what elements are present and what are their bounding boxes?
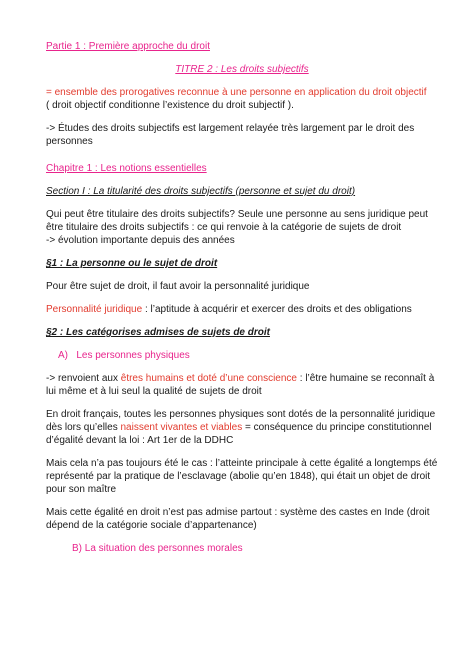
renvoient-highlight: êtres humains et doté d’une conscience xyxy=(120,373,297,384)
renvoient-line-2: lui même et à lui seul la qualité de sujets de droit xyxy=(46,386,262,397)
titre-heading: TITRE 2 : Les droits subjectifs xyxy=(175,64,309,75)
subsection-a-text: Les personnes physiques xyxy=(76,350,190,361)
question-line-1: Qui peut être titulaire des droits subjectifs? Seule une personne au sens juridique peut xyxy=(46,209,428,220)
etudes-line-2: personnes xyxy=(46,136,93,147)
castes-line-1: Mais cette égalité en droit n’est pas admise partout : système des castes en Inde (droit xyxy=(46,507,430,518)
droit-francais-prefix: dès lors qu’elles xyxy=(46,422,121,433)
esclavage-line-3: pour son maître xyxy=(46,484,117,495)
question-line-3: -> évolution importante depuis des années xyxy=(46,235,235,246)
renvoient-line-1 xyxy=(46,372,438,385)
pour-etre-line: Pour être sujet de droit, il faut avoir la personnalité juridique xyxy=(46,281,310,292)
esclavage-line-1: Mais cela n’a pas toujours été le cas : l’atteinte principale à cette égalité a longtemps été xyxy=(46,458,438,469)
esclavage-line-2: représenté par la pratique de l’esclavage (abolie qu’en 1848), qui était un objet de droit xyxy=(46,471,431,482)
section-title: Section I : La titularité des droits subjectifs (personne et sujet du droit) xyxy=(46,186,356,197)
droit-francais-suffix: = conséquence du principe constitutionnel xyxy=(242,422,432,433)
renvoient-suffix: : l’être humaine se reconnaît à xyxy=(297,373,435,384)
document-page xyxy=(46,40,438,555)
subsection-b: B) La situation des personnes morales xyxy=(72,543,243,554)
castes-line-2: dépend de la catégorie sociale d’appartenance) xyxy=(46,520,257,531)
droit-francais-line-3: d’égalité devant la loi : Art 1er de la DDHC xyxy=(46,435,234,446)
renvoient-prefix: -> renvoient aux xyxy=(46,373,121,384)
droit-francais-line-1: En droit français, toutes les personnes physiques sont dotés de la personnalité juridique xyxy=(46,409,436,420)
part-title: Partie 1 : Première approche du droit xyxy=(46,41,210,52)
paragraph-1-title: §1 : La personne ou le sujet de droit xyxy=(46,258,218,269)
personnalite-definition: : l’aptitude à acquérir et exercer des droits et des obligations xyxy=(142,304,412,315)
paragraph-2-title: §2 : Les catégorises admises de sujets de droit xyxy=(46,327,270,338)
subsection-a-letter: A) xyxy=(58,350,68,361)
personnalite-term: Personnalité juridique xyxy=(46,304,143,315)
question-line-2: être titulaire des droits subjectifs : ce qui renvoie à la catégorie de sujets de droit xyxy=(46,222,402,233)
droit-francais-line-2 xyxy=(46,421,438,434)
personnalite-juridique-line xyxy=(46,303,438,316)
chapter-title: Chapitre 1 : Les notions essentielles xyxy=(46,163,207,174)
droit-francais-highlight: naissent vivantes et viables xyxy=(120,422,243,433)
definition-note: ( droit objectif conditionne l’existence du droit subjectif ). xyxy=(46,100,294,111)
subsection-a xyxy=(46,349,438,362)
definition-red: = ensemble des prorogatives reconnue à une personne en application du droit objectif xyxy=(46,87,427,98)
etudes-line-1: -> Études des droits subjectifs est largement relayée très largement par le droit des xyxy=(46,123,415,134)
